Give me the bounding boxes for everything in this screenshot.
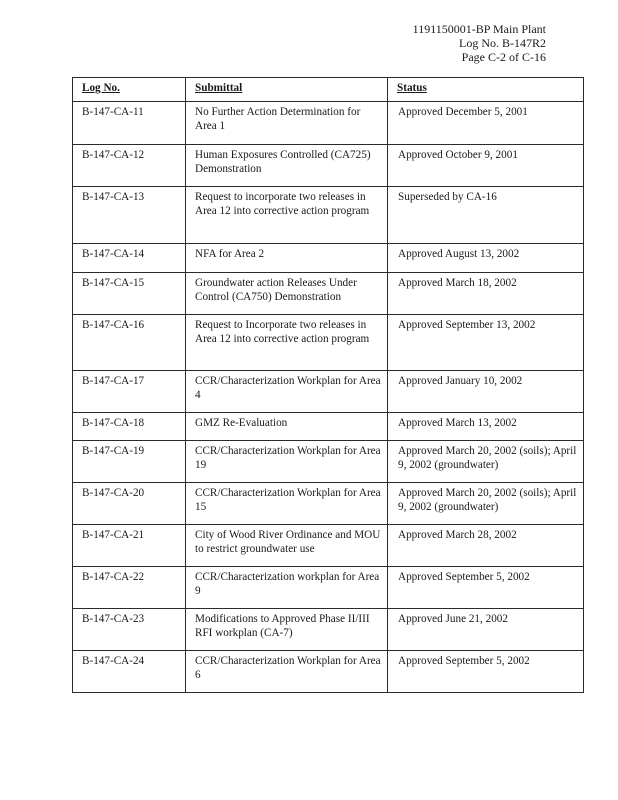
status-cell: Approved September 5, 2002 [388, 651, 584, 693]
status-cell: Approved October 9, 2001 [388, 145, 584, 187]
table-row [73, 371, 584, 413]
table-row [73, 273, 584, 315]
submittal-cell: GMZ Re-Evaluation [186, 413, 388, 441]
submittal-cell: City of Wood River Ordinance and MOU to restrict groundwater use [186, 525, 388, 567]
submittal-cell: Modifications to Approved Phase II/III RFI workplan (CA-7) [186, 609, 388, 651]
log-number-cell: B-147-CA-17 [73, 371, 186, 413]
log-number-cell: B-147-CA-23 [73, 609, 186, 651]
submittal-cell: No Further Action Determination for Area 1 [186, 102, 388, 145]
header-project: 1191150001-BP Main Plant [412, 22, 546, 36]
submittal-cell: CCR/Characterization Workplan for Area 19 [186, 441, 388, 483]
log-number-cell: B-147-CA-19 [73, 441, 186, 483]
status-cell: Approved January 10, 2002 [388, 371, 584, 413]
status-cell: Approved March 28, 2002 [388, 525, 584, 567]
status-cell: Approved March 20, 2002 (soils); April 9, 2002 (groundwater) [388, 483, 584, 525]
log-number-cell: B-147-CA-14 [73, 244, 186, 273]
submittal-cell: NFA for Area 2 [186, 244, 388, 273]
status-cell: Approved August 13, 2002 [388, 244, 584, 273]
status-cell: Approved June 21, 2002 [388, 609, 584, 651]
page-header [413, 22, 546, 64]
table-row [73, 567, 584, 609]
table-row [73, 413, 584, 441]
table-row [73, 609, 584, 651]
log-number-cell: B-147-CA-12 [73, 145, 186, 187]
submittal-cell: CCR/Characterization workplan for Area 9 [186, 567, 388, 609]
log-number-cell: B-147-CA-21 [73, 525, 186, 567]
log-number-cell: B-147-CA-15 [73, 273, 186, 315]
log-number-cell: B-147-CA-22 [73, 567, 186, 609]
column-header-log-no: Log No. [73, 78, 186, 102]
status-cell: Approved March 18, 2002 [388, 273, 584, 315]
log-number-cell: B-147-CA-11 [73, 102, 186, 145]
log-number-cell: B-147-CA-13 [73, 187, 186, 244]
table-row [73, 651, 584, 693]
column-header-submittal: Submittal [186, 78, 388, 102]
submittal-log-table [72, 77, 584, 693]
status-cell: Approved March 20, 2002 (soils); April 9, 2002 (groundwater) [388, 441, 584, 483]
table-row [73, 525, 584, 567]
submittal-cell: CCR/Characterization Workplan for Area 4 [186, 371, 388, 413]
log-number-cell: B-147-CA-16 [73, 315, 186, 371]
submittal-cell: Groundwater action Releases Under Control (CA750) Demonstration [186, 273, 388, 315]
header-page-number: Page C-2 of C-16 [461, 50, 546, 64]
status-cell: Superseded by CA-16 [388, 187, 584, 244]
submittal-cell: Request to incorporate two releases in Area 12 into corrective action program [186, 187, 388, 244]
table-row [73, 102, 584, 145]
status-cell: Approved September 5, 2002 [388, 567, 584, 609]
table-header-row [73, 78, 584, 102]
column-header-status: Status [388, 78, 584, 102]
table-row [73, 244, 584, 273]
table-row [73, 315, 584, 371]
submittal-cell: CCR/Characterization Workplan for Area 6 [186, 651, 388, 693]
log-number-cell: B-147-CA-20 [73, 483, 186, 525]
log-number-cell: B-147-CA-18 [73, 413, 186, 441]
log-number-cell: B-147-CA-24 [73, 651, 186, 693]
submittal-cell: CCR/Characterization Workplan for Area 15 [186, 483, 388, 525]
submittal-cell: Request to Incorporate two releases in Area 12 into corrective action program [186, 315, 388, 371]
table-row [73, 187, 584, 244]
status-cell: Approved December 5, 2001 [388, 102, 584, 145]
status-cell: Approved September 13, 2002 [388, 315, 584, 371]
header-log-number: Log No. B-147R2 [459, 36, 546, 50]
table-row [73, 441, 584, 483]
submittal-cell: Human Exposures Controlled (CA725) Demonstration [186, 145, 388, 187]
table-row [73, 483, 584, 525]
table-row [73, 145, 584, 187]
status-cell: Approved March 13, 2002 [388, 413, 584, 441]
